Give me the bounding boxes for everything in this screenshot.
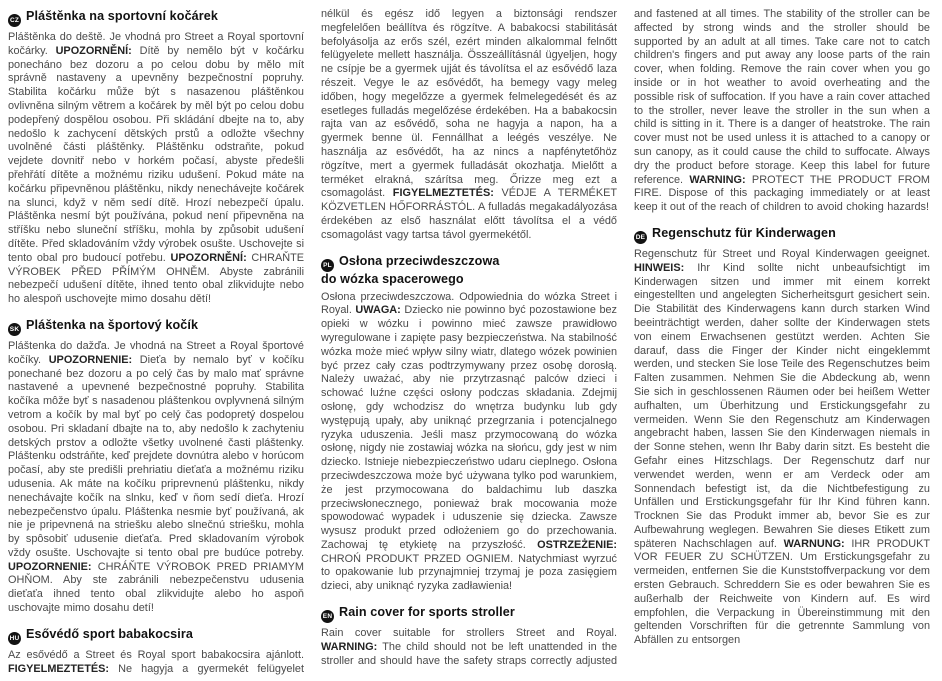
section-body-text: Pláštenka do dažďa. Je vhodná na Street a Royal športové kočíky. UPOZORNENIE: Dieťa by nemalo byť v kočíku ponechané bez dozoru a po celý čas by malo mať správne nastavené a upevnené bezpečnostné popruhy. Stabilita kočíka môže byť s nasadenou pláštenkou ovplyvnená silným vetrom a kočík by mal byť po celý čas podopretý dospelou osobou. Pri skladaní dbajte na to, aby nedošlo k zachyteniu detských prstov a odložte všetky uvolnené časti pláštenky. Pláštenku odstráňte, keď prejdete dovnútra alebo v horúcom počasí, aby ste predišli prehriatiu dieťaťa a možnému riziku udusenia. Ak máte na kočíku priprevnenú pláštenku, nikdy nenechávajte kočík na slnku, keď v ňom sedí dieťa. Hrozí nebezpečenstvo úpalu. Pláštenka nesmie byť používaná, ak nie je pripevnená na striešku alebo slnečnú striešku, mohla by spôsobiť udusenie dieťaťa. Pred skladovaním výrobok vždy osušte. Uschovajte si tento obal pre budúce potreby. UPOZORNENIE: CHRÁŇTE VÝROBOK PRED PRIAMYM OHŇOM. Aby ste zabránili nebezpečenstvu udusenia dieťaťa ihned tento obal zlikvidujte alebo ho aspoň uschovajte mimo dosahu detí! [8, 339, 304, 615]
section-sk [8, 318, 304, 616]
language-badge-de-icon: DE [634, 231, 647, 244]
section-title-text: Pláštěnka na sportovní kočárek [26, 9, 218, 23]
section-body-text: Rain cover suitable for strollers Street and Royal. WARNING: The child should not be left unattended in the stroller and should have the safety straps correctly adjusted and fastened at all times. The stability of the stroller can be affected by strong winds and the stroller should be supported by an adult at all times. Take care not to catch children's fingers and put away any loose parts of the rain cover, when folding. Remove the rain cover when you go inside or in hot weather to avoid overheating and the possible risk of suffocation. If you have a rain cover attached to the stroller, never leave the stroller in the sun when a child is sitting in it. There is a danger of heatstroke. The rain cover must not be used unless it is attached to a canopy or sun canopy, as it could cause the child to suffocate. Always dry the product before storage. Keep this label for future reference. WARNING: PROTECT THE PRODUCT FROM FIRE. Dispose of this packaging immediately or at least keep it out of the reach of children to avoid choking hazards! [321, 8, 930, 667]
section-title-text: Pláštenka na športový kočík [26, 317, 199, 332]
section-title [634, 226, 930, 244]
section-title-text: Esővédő sport babakocsira [26, 626, 193, 641]
section-body-text: Pláštěnka do deště. Je vhodná pro Street a Royal sportovní kočárky. UPOZORNĚNÍ: Dítě by nemělo být v kočárku ponecháno bez dozoru a po celou dobu by mělo mít správně nastaveny a upevněny bezpečnostní popruhy. Stabilita kočárku může být s nasazenou pláštěnkou ovlivněna silným větrem a kočárek by měl být po celou dobu podepřený dospělou osobou. Při skládání dbejte na to, aby nedošlo k zachycení dětských prstů a odložte všechny uvolněné části pláštěnky. Pláštěnku odstraňte, pokud vejdete dovnitř nebo v horkém počasí, abyste předešli přehřátí dítěte a možnému riziku udušení. Pokud máte na kočárku připevněnou pláštěnku, nikdy nenechávejte kočárek na slunci, když v něm sedí dítě. Hrozí nebezpečí úpalu. Pláštěnka nesmí být používána, pokud není připevněna na stříšku nebo sluneční stříšku, mohla by způsobit udušení dítěte. Před skladováním vždy výrobek osušte. Uschovejte si tento obal pro budoucí potřebu. UPOZORNĚNÍ: CHRAŇTE VÝROBEK PŘED PŘÍMÝM OHNĚM. Abyste zabránili nebezpečí udušení dítěte, ihned tento obal zlikvidujte nebo ho alespoň uschovejte mimo dosahu dětí! [8, 31, 304, 306]
section-pl [321, 254, 617, 595]
section-de [634, 226, 930, 648]
section-body-text: Regenschutz für Street und Royal Kinderwagen geeignet. HINWEIS: Ihr Kind sollte nicht unbeaufsichtigt im Kinderwagen sitzen und immer mit einem korrekt eingestellten und angelegten Sicherheitsgurt gesichert sein. Die Stabilität des Kinderwagens kann durch starken Wind beeinträchtigt werden, daher sollte der Kinderwagen stets von einem Erwachsenen gestützt werden. Achten Sie darauf, dass die Finger der Kinder nicht eingeklemmt werden, und stecken Sie lose Teile des Regenschutzes beim Falten zusammen. Nehmen Sie die Abdeckung ab, wenn Sie sich in geschlossenen Räumen oder bei heißem Wetter aufhalten, um Überhitzung und Erstickungsgefahr zu vermeiden. Wenn Sie den Regenschutz am Kinderwagen angebracht haben, lassen Sie den Kinderwagen niemals in der Sonne stehen, wenn Ihr Baby darin sitzt. Es besteht die Gefahr eines Hitzschlags. Der Regenschutz darf nur verwendet werden, wenn er am Verdeck oder am Sonnendach befestigt ist, da die Nichtbefestigung zu Unfällen und Erstickungsgefahr für Ihr Kind führen kann. Trocknen Sie das Produkt immer ab, bevor Sie es zur Aufbewahrung weglegen. Bewahren Sie dieses Etikett zum späteren Nachschlagen auf. WARNUNG: IHR PRODUKT VOR FEUER ZU SCHÜTZEN. Um Erstickungsgefahr zu vermeiden, entfernen Sie die Kunststoffverpackung vor dem ersten Gebrauch. Schreddern Sie es oder bewahren Sie es außerhalb der Reichweite von Kindern auf. Es wird empfohlen, die Verpackung in Übereinstimmung mit den geltenden Vorschriften für die getrennte Sammlung von Abfällen zu entsorgen [634, 247, 931, 647]
section-title [321, 605, 617, 623]
section-title [321, 254, 617, 287]
language-badge-cz-icon: CZ [8, 14, 21, 27]
section-title-text: Osłona przeciwdeszczowa do wózka spacerowego [321, 253, 500, 286]
section-title [8, 9, 304, 27]
section-title-text: Regenschutz für Kinderwagen [652, 225, 836, 240]
language-badge-en-icon: EN [321, 610, 334, 623]
section-body-text: Az esővédő a Street és Royal sport babakocsira ajánlott. FIGYELMEZTETÉS: Ne hagyja a gyermekét felügyelet nélkül és egész idő legyen a biztonsági rendszer megfelelően beállítva és rögzítve. A babakocsi stabilitását befolyásolja az erős szél, ezért minden alkalommal felnőtt felügyelete mellett használja. Összeállításnál ügyeljen, hogy ne csípje be a gyermek ujját és távolítsa el az esővédő laza részeit. Vegye le az esővédőt, ha bemegy vagy meleg időben, hogy megelőzze a gyermek felmelegedését és az esetleges fulladás megelőzése érdekében. Ha a babakocsin rajta van az esővédő, soha ne hagyja a napon, ha a gyermek benne ül. Fennállhat a leégés veszélye. Ne használja az esővédőt, ha az nincs a napfénytetőhöz rögzítve, mert a gyermek fulladását okozhatja. Mielőtt a terméket elrakná, szárítsa meg. Őrizze meg ezt a csomagolást. FIGYELMEZTETÉS: VÉDJE A TERMÉKET KÖZVETLEN HŐFORRÁSTÓL. A fulladás megakadályozása érdekében az első használat előtt távolítsa el a védő csomagolást vagy tartsa távol gyermekétől. [8, 8, 617, 675]
section-cz [8, 9, 304, 307]
section-body-text: Osłona przeciwdeszczowa. Odpowiednia do wózka Street i Royal. UWAGA: Dziecko nie powinno być pozostawione bez opieki w wózku i powinno mieć zawsze prawidłowo wyregulowane i zapięte pasy bezpieczeństwa. Na stabilność wózka może mieć wpływ silny wiatr, dlatego wózek powinien być przez cały czas podtrzymywany przez osobę dorosłą. Należy uważać, aby nie przytrzasnąć palców dzieci i schować luźne części osłony podczas składania. Zdejmij osłonę, gdy wchodzisz do wnętrza budynku lub gdy występują upały, aby uniknąć przegrzania i potencjalnego ryzyka uduszenia. Jeśli masz przymocowaną do wózka osłonę, nigdy nie zostawiaj wózka na słońcu, gdy jest w nim dziecko. Istnieje niebezpieczeństwo udaru cieplnego. Osłona przeciwdeszczowa może być używana tylko pod warunkiem, że jest przymocowana do baldachimu lub daszka przeciwsłonecznego, ponieważ brak mocowania może spowodować wypadek i uduszenie się dziecka. Zawsze wysusz produkt przed odłożeniem go do przechowania. Zachowaj tę etykietę na przyszłość. OSTRZEŻENIE: CHROŃ PRODUKT PRZED OGNIEM. Natychmiast wyrzuć to opakowanie lub przynajmniej trzymaj je poza zasięgiem dzieci, aby uniknąć ryzyka zadławienia! [321, 290, 618, 593]
language-badge-hu-icon: HU [8, 632, 21, 645]
language-badge-pl-icon: PL [321, 259, 334, 272]
section-title [8, 318, 304, 336]
section-title-text: Rain cover for sports stroller [339, 605, 515, 620]
section-title [8, 627, 304, 645]
language-badge-sk-icon: SK [8, 323, 21, 336]
